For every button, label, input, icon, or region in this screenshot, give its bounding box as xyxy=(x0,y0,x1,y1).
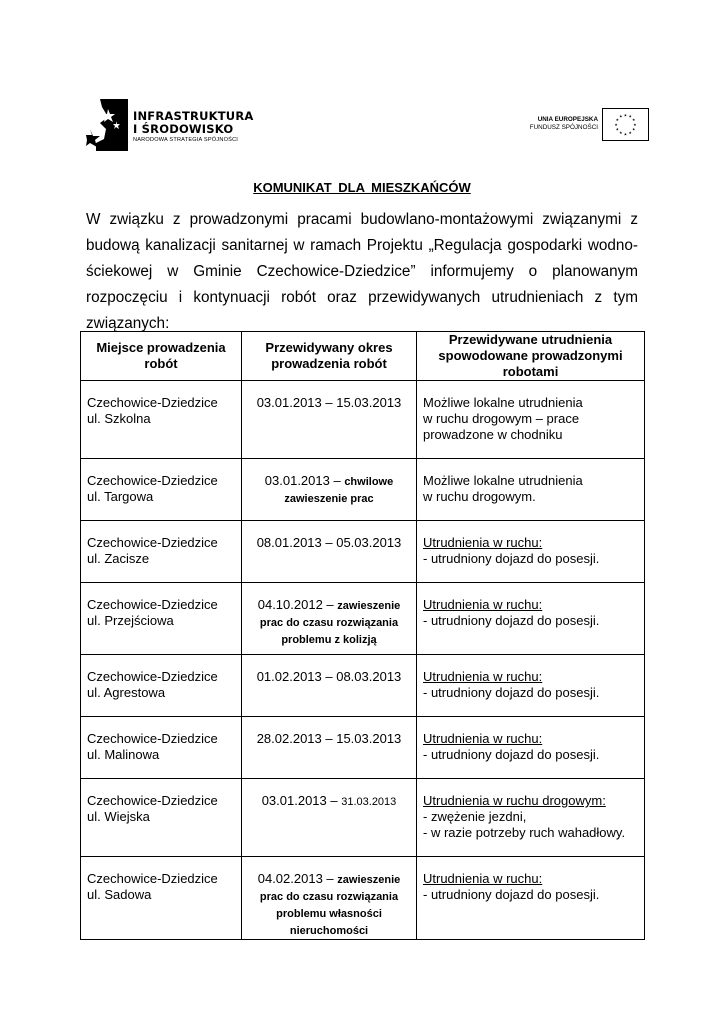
impact-cell xyxy=(417,583,645,655)
city: Czechowice-Dziedzice xyxy=(87,731,218,746)
impact-heading: Utrudnienia w ruchu: xyxy=(423,597,543,612)
location-cell xyxy=(81,381,242,459)
street: ul. Agrestowa xyxy=(87,685,166,700)
period-cell xyxy=(242,717,417,779)
location-cell xyxy=(81,459,242,521)
page-header xyxy=(0,0,724,160)
svg-text:★: ★ xyxy=(614,122,618,127)
location-cell xyxy=(81,583,242,655)
svg-text:★: ★ xyxy=(631,127,636,132)
impact-cell xyxy=(417,381,645,459)
svg-text:★: ★ xyxy=(633,122,637,127)
period-dates: 04.02.2013 – xyxy=(257,871,338,886)
eu-line-2: FUNDUSZ SPÓJNOŚCI xyxy=(529,124,598,131)
period-dates: 03.01.2013 – xyxy=(261,793,342,808)
impact-heading: Utrudnienia w ruchu: xyxy=(423,669,543,684)
svg-text:★: ★ xyxy=(623,113,628,118)
period-note: zawieszenie prac do czasu rozwiązania problemu własności nieruchomości xyxy=(259,874,401,937)
table-row xyxy=(81,717,645,779)
svg-text:★: ★ xyxy=(623,132,628,137)
column-header-impact: Przewidywane utrudnienia spowodowane prowadzonymi robotami xyxy=(417,332,645,381)
impact-line: w ruchu drogowym. xyxy=(423,489,536,504)
eu-logo xyxy=(525,108,650,142)
street: ul. Przejściowa xyxy=(87,613,174,628)
eu-line-1: UNIA EUROPEJSKA xyxy=(537,116,598,123)
period-dates: 03.01.2013 – 15.03.2013 xyxy=(256,395,402,410)
svg-text:★: ★ xyxy=(628,114,632,119)
impact-heading: Utrudnienia w ruchu: xyxy=(423,535,543,550)
period-dates: 28.02.2013 – 15.03.2013 xyxy=(256,731,402,746)
svg-text:★: ★ xyxy=(619,131,623,136)
period-dates: 01.02.2013 – 08.03.2013 xyxy=(256,669,402,684)
column-header-period: Przewidywany okres prowadzenia robót xyxy=(242,332,417,381)
column-header-location: Miejsce prowadzenia robót xyxy=(81,332,242,381)
svg-text:★: ★ xyxy=(615,118,620,123)
table-row xyxy=(81,381,645,459)
table-row xyxy=(81,459,645,521)
period-dates: 03.01.2013 – xyxy=(264,473,345,488)
impact-cell xyxy=(417,857,645,940)
logo-line-3: NARODOWA STRATEGIA SPÓJNOŚCI xyxy=(133,137,239,143)
table-row xyxy=(81,583,645,655)
impact-cell xyxy=(417,717,645,779)
svg-text:★: ★ xyxy=(628,131,632,136)
table-row xyxy=(81,779,645,857)
svg-text:★: ★ xyxy=(619,114,623,119)
impact-line: - utrudniony dojazd do posesji. xyxy=(423,685,600,700)
impact-line: - zwężenie jezdni, xyxy=(423,809,527,824)
impact-heading: Utrudnienia w ruchu: xyxy=(423,731,543,746)
period-dates: 08.01.2013 – 05.03.2013 xyxy=(256,535,402,550)
city: Czechowice-Dziedzice xyxy=(87,871,218,886)
location-cell xyxy=(81,655,242,717)
table-row xyxy=(81,655,645,717)
street: ul. Malinowa xyxy=(87,747,160,762)
infrastruktura-logo xyxy=(86,97,266,153)
period-cell xyxy=(242,459,417,521)
period-end: 31.03.2013 xyxy=(341,796,397,808)
impact-line: - utrudniony dojazd do posesji. xyxy=(423,747,600,762)
infrastruktura-logo-icon xyxy=(86,99,128,151)
table-row xyxy=(81,857,645,940)
intro-paragraph: W związku z prowadzonymi pracami budowlano-montażowymi związanymi z budową kanalizacji sanitarnej w ramach Projektu „Regulacja gospodarki wodno-ściekowej w Gminie Czechowice-Dziedzice” informujemy o planowanym rozpoczęciu i kontynuacji robót oraz przewidywanych utrudnieniach z tym związanych: xyxy=(86,211,638,332)
period-cell xyxy=(242,381,417,459)
impact-line: - utrudniony dojazd do posesji. xyxy=(423,613,600,628)
street: ul. Zacisze xyxy=(87,551,150,566)
impact-line: prowadzone w chodniku xyxy=(423,427,563,442)
city: Czechowice-Dziedzice xyxy=(87,597,218,612)
city: Czechowice-Dziedzice xyxy=(87,395,218,410)
location-cell xyxy=(81,857,242,940)
location-cell xyxy=(81,717,242,779)
logo-line-2: I ŚRODOWISKO xyxy=(133,122,234,136)
works-table xyxy=(80,331,645,940)
page-title: KOMUNIKAT DLA MIESZKAŃCÓW xyxy=(253,180,471,195)
period-cell xyxy=(242,779,417,857)
city: Czechowice-Dziedzice xyxy=(87,473,218,488)
impact-cell xyxy=(417,521,645,583)
impact-heading: Utrudnienia w ruchu drogowym: xyxy=(423,793,606,808)
location-cell xyxy=(81,779,242,857)
logo-line-1: INFRASTRUKTURA xyxy=(133,109,254,123)
svg-text:★: ★ xyxy=(631,118,636,123)
impact-line: w ruchu drogowym – prace xyxy=(423,411,580,426)
period-cell xyxy=(242,521,417,583)
impact-cell xyxy=(417,655,645,717)
street: ul. Szkolna xyxy=(87,411,151,426)
impact-cell xyxy=(417,459,645,521)
eu-flag-icon xyxy=(602,108,649,141)
table-row xyxy=(81,521,645,583)
impact-line: - utrudniony dojazd do posesji. xyxy=(423,887,600,902)
city: Czechowice-Dziedzice xyxy=(87,669,218,684)
period-note: zawieszenie prac do czasu rozwiązania problemu z kolizją xyxy=(259,600,401,646)
impact-heading: Utrudnienia w ruchu: xyxy=(423,871,543,886)
city: Czechowice-Dziedzice xyxy=(87,793,218,808)
period-cell xyxy=(242,583,417,655)
city: Czechowice-Dziedzice xyxy=(87,535,218,550)
impact-line: Możliwe lokalne utrudnienia xyxy=(423,473,583,488)
location-cell xyxy=(81,521,242,583)
svg-text:★: ★ xyxy=(615,127,620,132)
street: ul. Targowa xyxy=(87,489,154,504)
street: ul. Wiejska xyxy=(87,809,150,824)
period-note: chwilowe zawieszenie prac xyxy=(284,476,394,505)
table-header-row xyxy=(81,332,645,381)
impact-cell xyxy=(417,779,645,857)
street: ul. Sadowa xyxy=(87,887,152,902)
impact-line: Możliwe lokalne utrudnienia xyxy=(423,395,583,410)
period-dates: 04.10.2012 – xyxy=(257,597,338,612)
impact-line: - utrudniony dojazd do posesji. xyxy=(423,551,600,566)
impact-line: - w razie potrzeby ruch wahadłowy. xyxy=(423,825,626,840)
period-cell xyxy=(242,655,417,717)
period-cell xyxy=(242,857,417,940)
